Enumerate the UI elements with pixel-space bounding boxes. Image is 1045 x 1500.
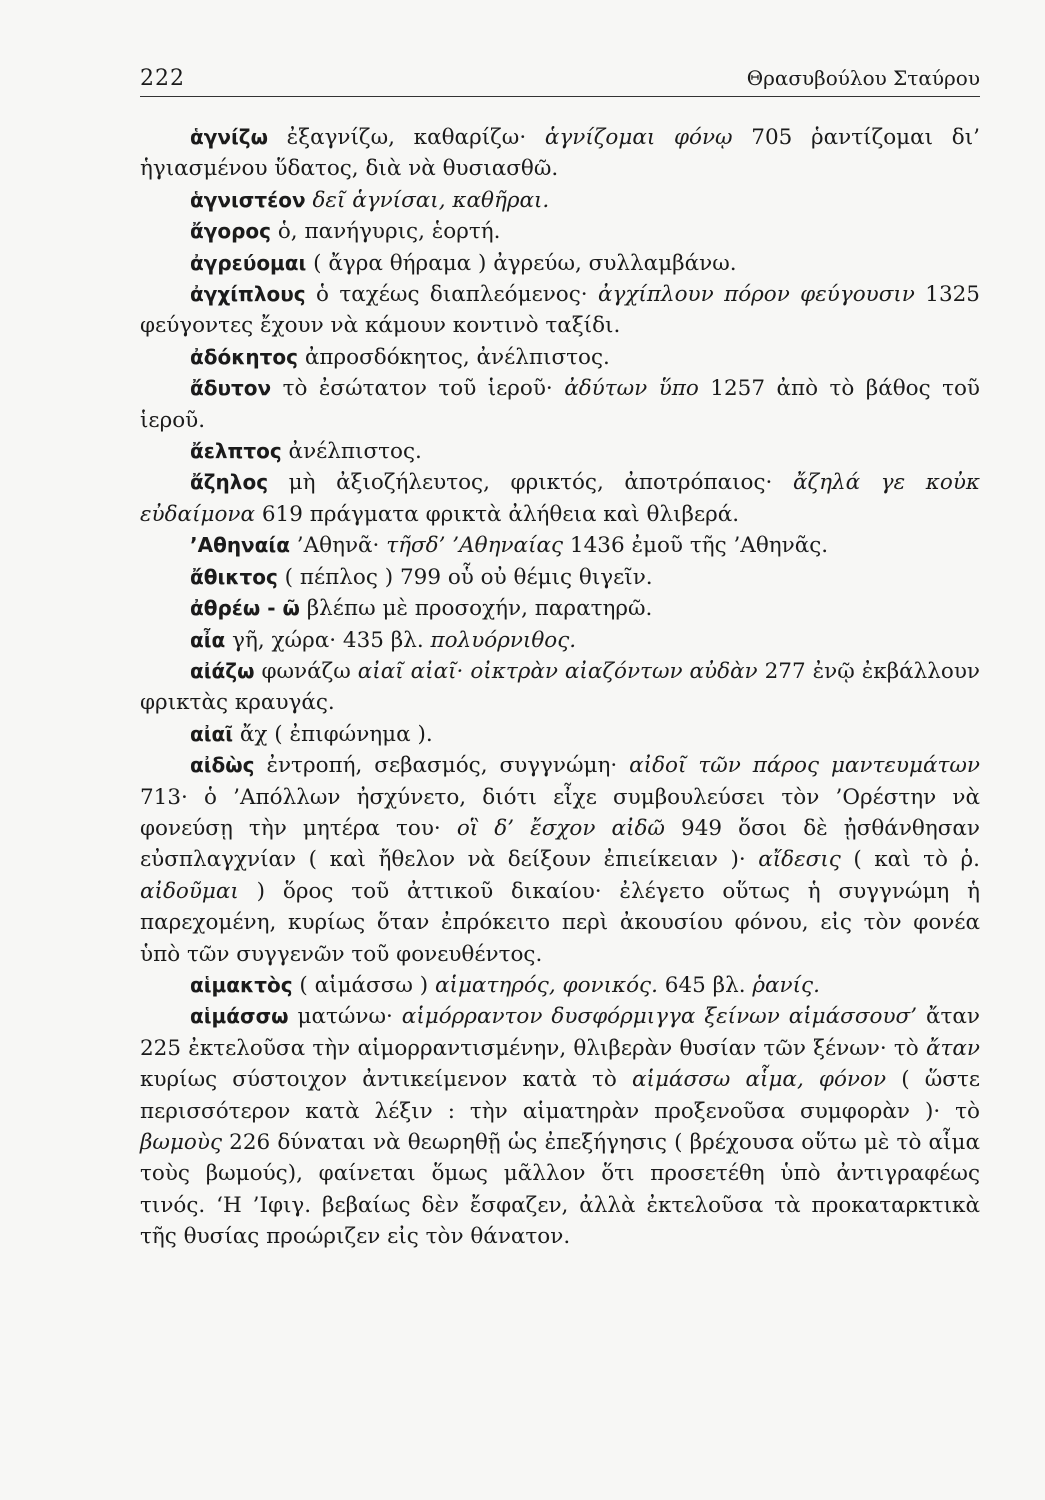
entry-text: ( πέπλος ) 799 οὗ οὐ θέμις θιγεῖν.	[277, 564, 653, 590]
entry-quotation: αἱμόρραντον δυσφόρμιγγα ξείνων αἱμάσσουσ’	[401, 1004, 918, 1030]
entry-text: μὴ ἀξιοζήλευτος, φρικτός, ἀποτρόπαιος·	[268, 470, 793, 496]
entry-quotation: ῥανίς.	[752, 972, 820, 998]
entry-lemma: ἁγνίζω	[190, 125, 268, 149]
glossary-entry	[140, 593, 980, 624]
entry-text: 619 πράγματα φρικτὰ ἀλήθεια καὶ θλιβερά.	[255, 501, 740, 527]
entry-lemma: ἄζηλος	[190, 470, 269, 495]
entry-text: 713· ὁ ’Απόλλων ἠσχύνετο, διότι εἶχε συμβουλεύσει τὸν ’Ορέστην νὰ φονεύσῃ τὴν μητέρα του·	[140, 784, 980, 841]
entry-lemma: αἶα	[190, 627, 226, 652]
entry-lemma: ἀθρέω - ῶ	[190, 596, 300, 621]
glossary-entry	[140, 342, 980, 373]
entry-lemma: αἱμάσσω	[190, 1004, 289, 1029]
entry-lemma: αἱμακτὸς	[190, 972, 293, 997]
entry-text: ( ὥστε περισσότερον κατὰ λέξιν : τὴν αἱματηρὰν προξενοῦσα συμφορὰν )· τὸ	[140, 1067, 980, 1124]
entry-text: ( καὶ τὸ ῥ.	[840, 847, 980, 873]
running-title: Θρασυβούλου Σταύρου	[746, 66, 980, 90]
entry-quotation: ἄζηλά γε κοὐκ εὐδαίμονα	[140, 470, 981, 527]
glossary-entry	[140, 562, 980, 593]
entry-text: 1257 ἀπὸ τὸ βάθος τοῦ ἱεροῦ.	[140, 376, 980, 433]
entry-text: ἄταν 225 ἐκτελοῦσα τὴν αἱμορραντισμένην, θλιβερὰν θυσίαν τῶν ξένων· τὸ	[140, 1004, 980, 1061]
entry-text: ὁ ταχέως διαπλεόμενος·	[305, 282, 599, 308]
entry-text: κυρίως σύστοιχον ἀντικείμενον κατὰ τὸ	[140, 1067, 633, 1093]
entry-text: 1436 ἐμοῦ τῆς ’Αθηνᾶς.	[563, 533, 829, 559]
glossary-entry	[140, 185, 980, 216]
glossary-entry	[140, 279, 980, 342]
entry-lemma: αἰάζω	[190, 658, 255, 683]
entry-text: ματώνω·	[288, 1004, 402, 1030]
glossary-entry	[140, 625, 980, 656]
glossary-entry	[140, 248, 980, 279]
entry-text: ’Αθηνᾶ·	[289, 533, 387, 559]
entry-text: ) ὅρος τοῦ ἀττικοῦ δικαίου· ἐλέγετο οὕτως ἡ συγγνώμη ἡ παρεχομένη, κυρίως ὅταν ἐπρόκειτο περὶ ἀκουσίου φόνου, εἰς τὸν φονέα ὑπὸ τῶν συγγενῶν τοῦ φονευθέντος.	[140, 878, 980, 967]
glossary-entry	[140, 656, 980, 719]
page-header	[140, 56, 980, 97]
entry-text: 949 ὅσοι δὲ ᾐσθάνθησαν εὐσπλαγχνίαν ( καὶ ἤθελον νὰ δείξουν ἐπιείκειαν )·	[140, 815, 980, 873]
entry-text: τὸ ἐσώτατον τοῦ ἱεροῦ·	[271, 376, 565, 402]
entry-text: ἀνέλπιστος.	[281, 439, 422, 465]
glossary-entry	[140, 122, 980, 185]
entry-text: ἐξαγνίζω, καθαρίζω·	[267, 125, 545, 150]
entry-lemma: ἄδυτον	[190, 376, 272, 401]
entry-lemma: αἰδὼς	[190, 753, 255, 778]
entry-text: ἄχ ( ἐπιφώνημα ).	[233, 721, 433, 747]
glossary-entry	[140, 216, 980, 247]
entry-lemma: ἁγνιστέον	[190, 187, 306, 212]
page-number: 222	[140, 66, 185, 91]
entry-quotation: αἴδεσις	[758, 847, 841, 873]
entry-text: ( ἄγρα θήραμα ) ἀγρεύω, συλλαμβάνω.	[306, 250, 737, 276]
glossary-entry	[140, 750, 980, 970]
entry-quotation: πολυόρνιθος.	[430, 627, 577, 653]
entry-quotation: αἱμάσσω αἷμα, φόνον	[632, 1067, 887, 1093]
entry-lemma: ἄελπτος	[190, 439, 282, 464]
entry-lemma: ἀγρεύομαι	[190, 250, 307, 275]
entry-text: 226 δύναται νὰ θεωρηθῇ ὡς ἐπεξήγησις ( βρέχουσα οὕτω μὲ τὸ αἷμα τοὺς βωμούς), φαίνεται ὅμως μᾶλλον ὅτι προσετέθη ὑπὸ ἀντιγραφέως τινός. ‘Η ’Ιφιγ. βεβαίως δὲν ἔσφαζεν, ἀλλὰ ἐκτελοῦσα τὰ προκαταρκτικὰ τῆς θυσίας προώριζεν εἰς τὸν θάνατον.	[140, 1130, 980, 1250]
entry-quotation: δεῖ ἁγνίσαι, καθῆραι.	[312, 187, 550, 213]
entry-lemma: ἄθικτος	[190, 564, 278, 589]
entry-text: ( αἱμάσσω )	[292, 972, 435, 998]
entry-quotation: οἳ δ’ ἔσχον αἰδῶ	[456, 815, 665, 841]
entry-text: 645 βλ.	[657, 972, 753, 998]
glossary-body	[140, 122, 980, 1253]
entry-text: 277 ἐνῷ ἐκβάλλουν φρικτὰς κραυγάς.	[140, 658, 980, 716]
glossary-entry	[140, 436, 980, 467]
entry-quotation: αἰδοῦμαι	[140, 878, 239, 904]
glossary-entry	[140, 467, 980, 530]
entry-text: 1325 φεύγοντες ἔχουν νὰ κάμουν κοντινὸ ταξίδι.	[140, 282, 980, 339]
entry-text: γῆ, χώρα· 435 βλ.	[225, 627, 431, 653]
glossary-entry	[140, 970, 980, 1001]
entry-text: 705 ῥαντίζομαι δι’ ἡγιασμένου ὕδατος, διὰ νὰ θυσιασθῶ.	[140, 125, 981, 182]
entry-lemma: ’Αθηναία	[190, 533, 290, 558]
entry-text: φωνάζω	[254, 658, 358, 684]
entry-text: βλέπω μὲ προσοχήν, παρατηρῶ.	[299, 596, 653, 622]
entry-quotation: αἰδοῖ τῶν πάρος μαντευμάτων	[629, 753, 980, 779]
entry-lemma: ἀγχίπλους	[190, 282, 306, 307]
entry-lemma: ἄγορος	[190, 219, 272, 244]
glossary-entry	[140, 530, 980, 561]
entry-quotation: τῆσδ’ ’Αθηναίας	[386, 533, 564, 559]
glossary-entry	[140, 719, 980, 750]
entry-quotation: αἰαῖ αἰαῖ· οἰκτρὰν αἰαζόντων αὐδὰν	[357, 658, 758, 684]
entry-quotation: ἀδύτων ὕπο	[564, 376, 699, 402]
glossary-entry	[140, 373, 980, 436]
entry-text: ἐντροπή, σεβασμός, συγγνώμη·	[254, 753, 630, 779]
glossary-entry	[140, 1001, 980, 1252]
entry-text: ὁ, πανήγυρις, ἑορτή.	[271, 219, 501, 245]
entry-quotation: ἁγνίζομαι φόνῳ	[544, 125, 733, 150]
entry-quotation: βωμοὺς	[140, 1130, 222, 1155]
entry-quotation: ἀγχίπλουν πόρον φεύγουσιν	[598, 282, 915, 308]
entry-text: ἀπροσδόκητος, ἀνέλπιστος.	[298, 344, 610, 370]
entry-quotation: αἱματηρός, φονικός.	[435, 972, 658, 998]
entry-quotation: ἄταν	[925, 1035, 980, 1061]
entry-lemma: ἀδόκητος	[190, 344, 299, 369]
entry-lemma: αἰαῖ	[190, 721, 234, 746]
